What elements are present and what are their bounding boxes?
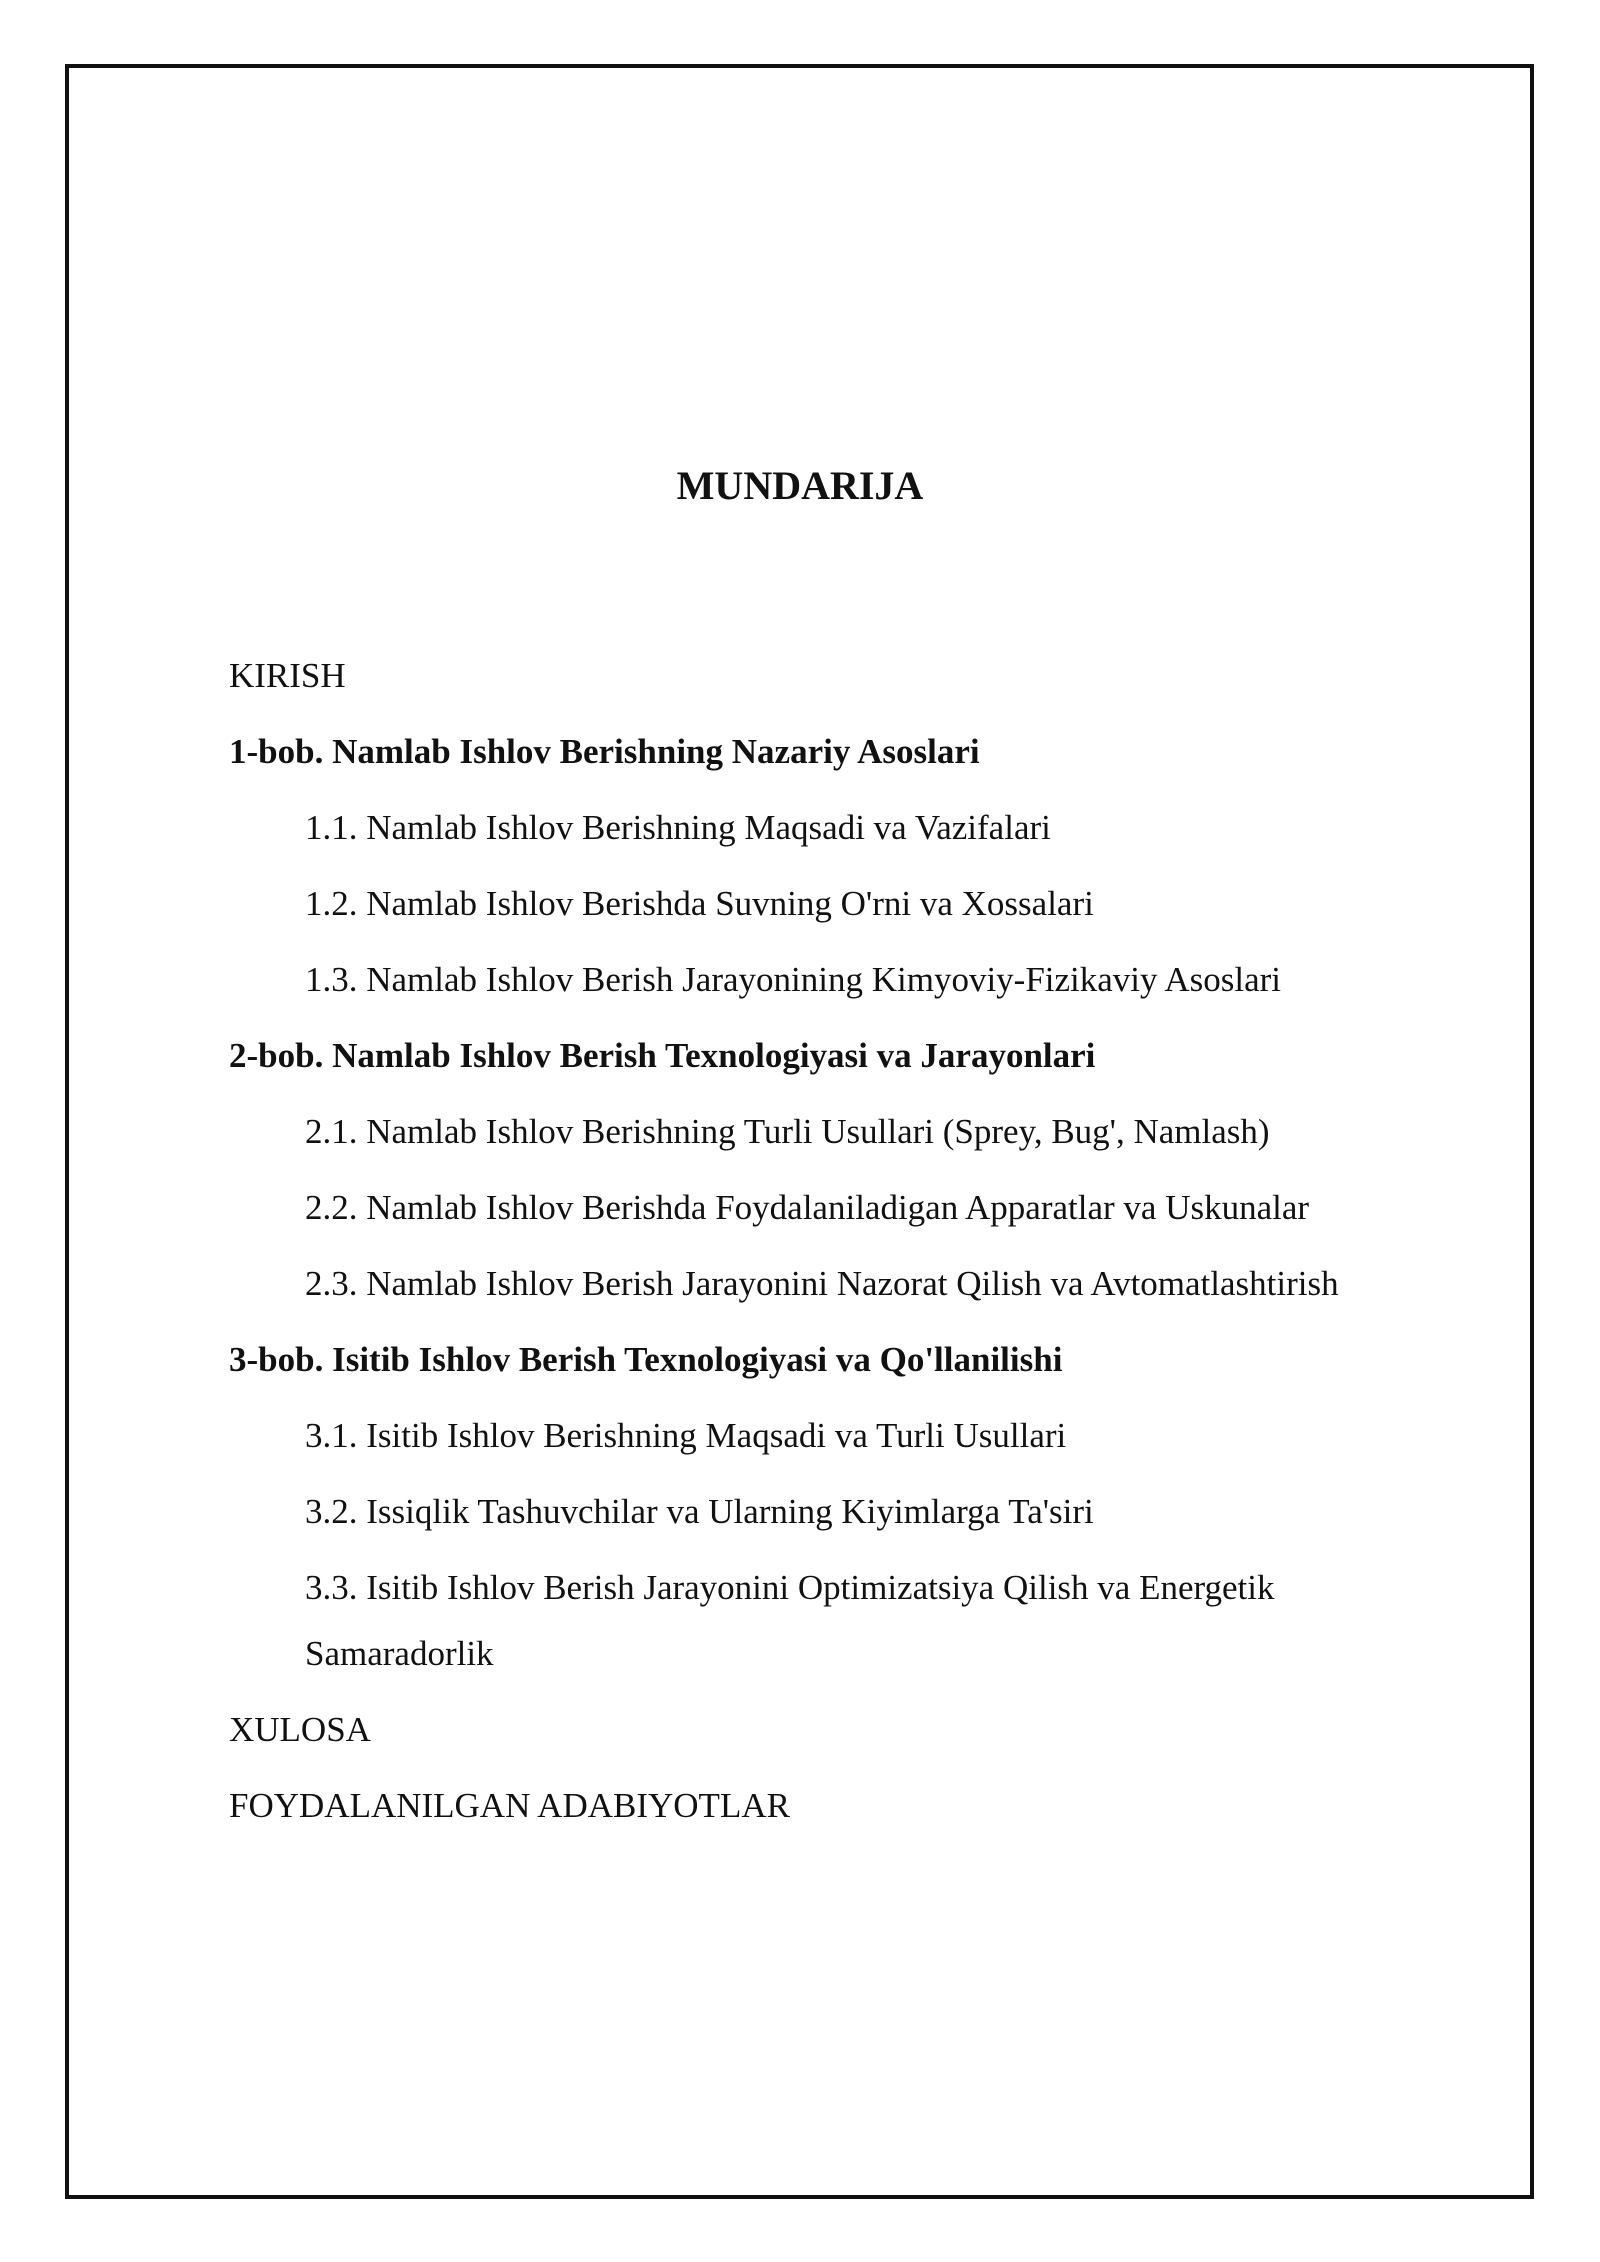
toc-section-1-3: 1.3. Namlab Ishlov Berish Jarayonining Kimyoviy-Fizikaviy Asoslari bbox=[305, 960, 1282, 999]
toc-section-3-1: 3.1. Isitib Ishlov Berishning Maqsadi va Turli Usullari bbox=[305, 1416, 1067, 1455]
toc-section-3-3: 3.3. Isitib Ishlov Berish Jarayonini Optimizatsiya Qilish va Energetik Samaradorlik bbox=[305, 1568, 1275, 1673]
toc-section-2-3: 2.3. Namlab Ishlov Berish Jarayonini Nazorat Qilish va Avtomatlashtirish bbox=[305, 1264, 1339, 1303]
table-of-contents bbox=[229, 638, 1449, 1844]
toc-references: FOYDALANILGAN ADABIYOTLAR bbox=[229, 1786, 790, 1825]
toc-section-2-1: 2.1. Namlab Ishlov Berishning Turli Usullari (Sprey, Bug', Namlash) bbox=[305, 1112, 1270, 1151]
toc-chapter-3: 3-bob. Isitib Ishlov Berish Texnologiyasi va Qo'llanilishi bbox=[229, 1340, 1063, 1379]
toc-chapter-1: 1-bob. Namlab Ishlov Berishning Nazariy Asoslari bbox=[229, 732, 980, 771]
toc-section-2-2: 2.2. Namlab Ishlov Berishda Foydalaniladigan Apparatlar va Uskunalar bbox=[305, 1188, 1310, 1227]
page-title: MUNDARIJA bbox=[676, 463, 924, 508]
toc-conclusion: XULOSA bbox=[229, 1710, 371, 1749]
toc-chapter-2: 2-bob. Namlab Ishlov Berish Texnologiyasi va Jarayonlari bbox=[229, 1036, 1096, 1075]
toc-intro: KIRISH bbox=[229, 656, 346, 695]
toc-section-1-1: 1.1. Namlab Ishlov Berishning Maqsadi va Vazifalari bbox=[305, 808, 1051, 847]
toc-section-3-2: 3.2. Issiqlik Tashuvchilar va Ularning Kiyimlarga Ta'siri bbox=[305, 1492, 1094, 1531]
toc-section-1-2: 1.2. Namlab Ishlov Berishda Suvning O'rni va Xossalari bbox=[305, 884, 1094, 923]
